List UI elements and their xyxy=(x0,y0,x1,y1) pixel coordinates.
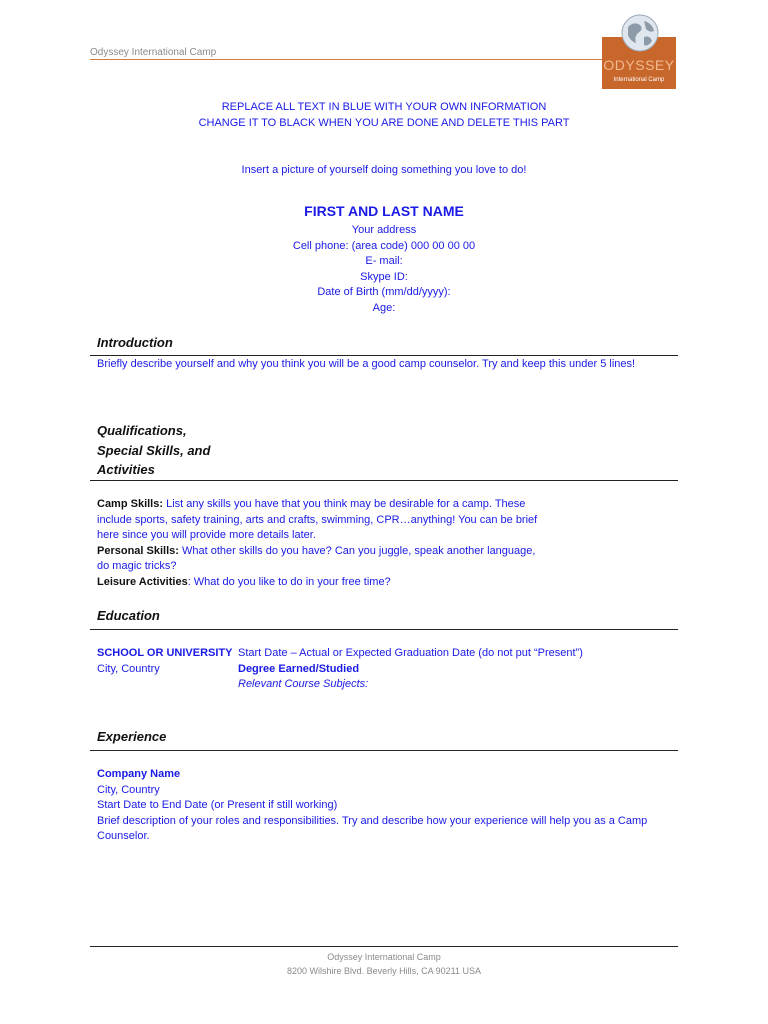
dob-line: Date of Birth (mm/dd/yyyy): xyxy=(317,286,451,299)
education-right-col xyxy=(238,646,583,693)
company-city: City, Country xyxy=(97,783,160,796)
address-line: Your address xyxy=(351,224,417,236)
leisure-activities-text: : What do you like to do in your free time? xyxy=(187,575,391,588)
skype-line: Skype ID: xyxy=(360,270,408,283)
company-name: Company Name xyxy=(97,768,181,780)
experience-description: Brief description of your roles and responsibilities. Try and describe how your experience will help you as a Camp xyxy=(97,814,648,827)
section-rule xyxy=(90,355,678,356)
experience-description: Counselor. xyxy=(97,830,150,842)
introduction-heading: Introduction xyxy=(97,335,173,350)
introduction-text: Briefly describe yourself and why you think you will be a good camp counselor. Try and keep this under 5 lines! xyxy=(97,358,636,370)
logo-subtitle: International Camp xyxy=(613,77,665,83)
education-dates: Start Date – Actual or Expected Graduation Date (do not put “Present”) xyxy=(238,647,583,659)
qualifications-heading-line: Special Skills, and xyxy=(97,442,211,458)
camp-skills-text: include sports, safety training, arts and crafts, swimming, CPR…anything! You can be brief xyxy=(97,513,538,526)
section-rule xyxy=(90,629,678,630)
camp-skills-text: List any skills you have that you think may be desirable for a camp. These xyxy=(163,498,526,510)
cell-phone-line: Cell phone: (area code) 000 00 00 00 xyxy=(292,239,476,252)
experience-heading: Experience xyxy=(97,729,167,744)
odyssey-logo xyxy=(602,13,676,89)
section-rule xyxy=(90,750,678,751)
education-heading: Education xyxy=(97,608,160,623)
instructions xyxy=(0,100,768,131)
qualifications-heading-line: Qualifications, xyxy=(97,423,187,438)
instruction-line: CHANGE IT TO BLACK WHEN YOU ARE DONE AND DELETE THIS PART xyxy=(198,116,570,129)
personal-skills-label: Personal Skills: xyxy=(97,544,179,557)
personal-skills-text: What other skills do you have? Can you juggle, speak another language, xyxy=(178,544,536,557)
age-line: Age: xyxy=(372,301,396,314)
school-name: SCHOOL OR UNIVERSITY xyxy=(97,647,233,659)
qualifications-heading xyxy=(97,421,210,480)
footer-divider xyxy=(90,946,678,947)
skills-block xyxy=(97,497,537,590)
section-rule xyxy=(90,480,678,481)
footer-org-name: Odyssey International Camp xyxy=(327,952,441,962)
footer xyxy=(0,950,768,978)
experience-dates: Start Date to End Date (or Present if still working) xyxy=(97,799,338,811)
email-line: E- mail: xyxy=(365,255,403,268)
degree-earned: Degree Earned/Studied xyxy=(238,662,360,675)
globe-icon xyxy=(620,13,660,53)
camp-skills-label: Camp Skills: xyxy=(97,498,164,510)
contact-block xyxy=(0,223,768,317)
education-left-col xyxy=(97,646,232,677)
logo-wordmark: ODYSSEY xyxy=(603,57,675,73)
qualifications-heading-line: Activities xyxy=(97,462,155,477)
header-org-name: Odyssey International Camp xyxy=(90,47,217,58)
full-name-heading: FIRST AND LAST NAME xyxy=(304,203,464,219)
camp-skills-text: here since you will provide more details later. xyxy=(97,529,316,541)
personal-skills-text: do magic tricks? xyxy=(97,560,177,572)
instruction-line: REPLACE ALL TEXT IN BLUE WITH YOUR OWN INFORMATION xyxy=(221,101,547,113)
experience-block xyxy=(97,767,687,845)
picture-note: Insert a picture of yourself doing something you love to do! xyxy=(241,164,527,176)
header-divider xyxy=(90,59,602,60)
relevant-subjects: Relevant Course Subjects: xyxy=(238,678,369,690)
leisure-activities-label: Leisure Activities xyxy=(97,575,188,588)
school-city: City, Country xyxy=(97,662,160,675)
footer-address: 8200 Wilshire Blvd. Beverly Hills, CA 90211 USA xyxy=(287,966,481,976)
